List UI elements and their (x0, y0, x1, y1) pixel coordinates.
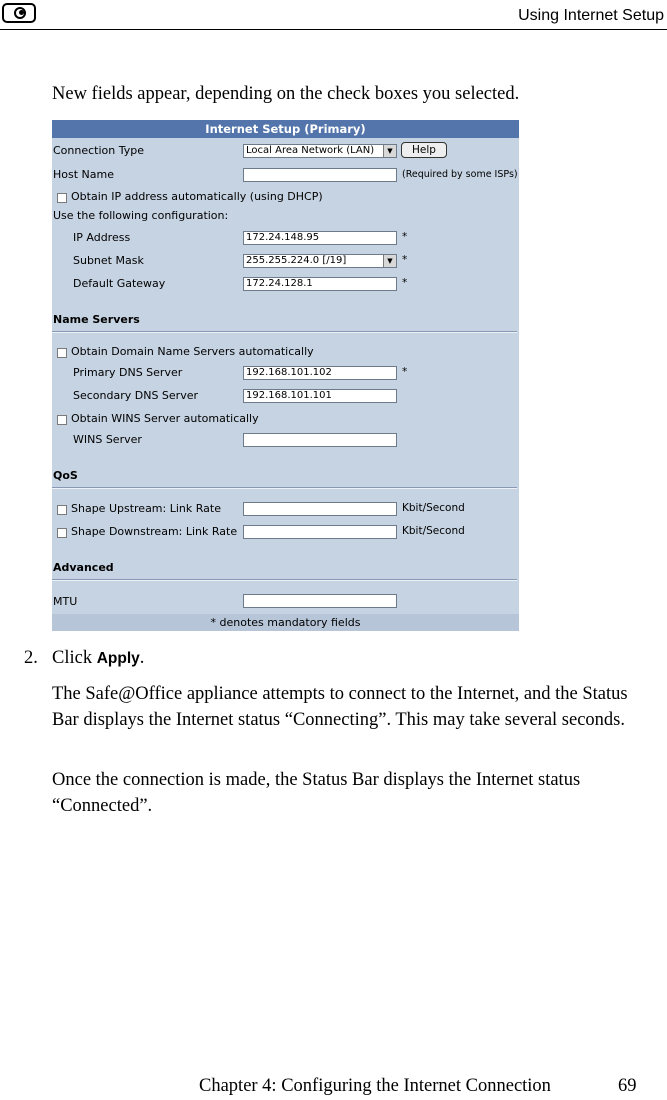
gateway-mandatory-mark: * (402, 277, 408, 289)
ip-address-label: IP Address (73, 231, 131, 244)
downstream-input[interactable] (243, 525, 397, 539)
use-config-label: Use the following configuration: (53, 209, 229, 222)
ip-mandatory-mark: * (402, 231, 408, 243)
downstream-checkbox[interactable] (57, 528, 67, 538)
dhcp-label: Obtain IP address automatically (using DHCP) (71, 190, 323, 203)
primary-dns-mandatory-mark: * (402, 366, 408, 378)
qos-title: QoS (53, 469, 78, 482)
advanced-title: Advanced (53, 561, 114, 574)
primary-dns-label: Primary DNS Server (73, 366, 183, 379)
subnet-mask-select[interactable] (243, 254, 397, 268)
primary-dns-input[interactable]: 192.168.101.102 (243, 366, 397, 380)
wins-auto-checkbox[interactable] (57, 415, 67, 425)
help-button[interactable]: Help (401, 142, 447, 158)
paragraph-connected: Once the connection is made, the Status Bar displays the Internet status “Connected”. (52, 770, 581, 816)
wins-server-label: WINS Server (73, 433, 142, 446)
dns-auto-label: Obtain Domain Name Servers automatically (71, 345, 314, 358)
subnet-mask-label: Subnet Mask (73, 254, 144, 267)
secondary-dns-label: Secondary DNS Server (73, 389, 199, 402)
subnet-mask-value: 255.255.224.0 [/19] (246, 255, 347, 266)
upstream-checkbox[interactable] (57, 505, 67, 515)
page-number: 69 (618, 1076, 637, 1096)
connection-type-label: Connection Type (53, 144, 145, 157)
host-name-input[interactable] (243, 168, 397, 182)
paragraph-connecting: The Safe@Office appliance attempts to connect to the Internet, and the Status Bar displays the Internet status “Connecting”. This may take several seconds. (52, 684, 628, 730)
step-2 (24, 648, 144, 669)
host-name-label: Host Name (53, 168, 114, 181)
mtu-label: MTU (53, 595, 78, 608)
header-title: Using Internet Setup (518, 7, 664, 24)
dhcp-checkbox[interactable] (57, 193, 67, 203)
chevron-down-icon: ▼ (383, 145, 396, 157)
connection-type-select[interactable] (243, 144, 397, 158)
downstream-unit: Kbit/Second (402, 525, 465, 537)
upstream-unit: Kbit/Second (402, 502, 465, 514)
ip-address-input[interactable]: 172.24.148.95 (243, 231, 397, 245)
wins-server-input[interactable] (243, 433, 397, 447)
default-gateway-label: Default Gateway (73, 277, 166, 290)
mandatory-fields-note: * denotes mandatory fields (52, 614, 519, 631)
divider (52, 487, 517, 489)
step-suffix: . (139, 648, 145, 668)
secondary-dns-input[interactable]: 192.168.101.101 (243, 389, 397, 403)
subnet-mandatory-mark: * (402, 254, 408, 266)
wins-auto-label: Obtain WINS Server automatically (71, 412, 259, 425)
chevron-down-icon: ▼ (383, 255, 396, 267)
note-icon (2, 3, 36, 23)
step-number: 2. (24, 648, 38, 668)
internet-setup-panel (52, 120, 519, 631)
upstream-label: Shape Upstream: Link Rate (71, 502, 221, 515)
divider (52, 331, 517, 333)
page-header (0, 0, 667, 30)
intro-text: New fields appear, depending on the check boxes you selected. (52, 84, 520, 104)
host-name-note: (Required by some ISPs) (402, 169, 518, 180)
step-prefix: Click (52, 648, 97, 668)
apply-action: Apply (96, 650, 140, 667)
default-gateway-input[interactable]: 172.24.128.1 (243, 277, 397, 291)
upstream-input[interactable] (243, 502, 397, 516)
footer-chapter: Chapter 4: Configuring the Internet Connection (199, 1076, 551, 1096)
name-servers-title: Name Servers (53, 313, 140, 326)
panel-title: Internet Setup (Primary) (52, 120, 519, 138)
mtu-input[interactable] (243, 594, 397, 608)
downstream-label: Shape Downstream: Link Rate (71, 525, 238, 538)
connection-type-value: Local Area Network (LAN) (246, 145, 375, 156)
dns-auto-checkbox[interactable] (57, 348, 67, 358)
divider (52, 579, 517, 581)
